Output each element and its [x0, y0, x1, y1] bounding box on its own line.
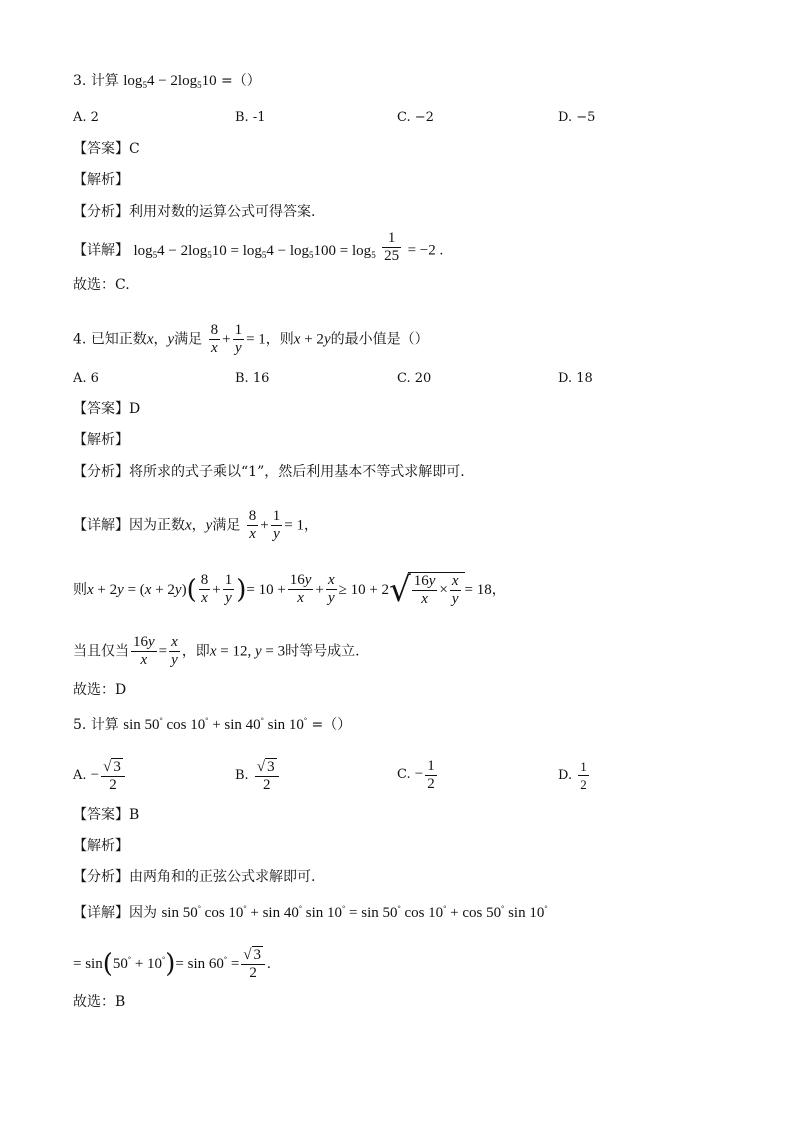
q3-option-a: A. 2: [73, 110, 99, 125]
q3-option-d: D. −5: [558, 110, 596, 125]
q5-option-d: D. $\frac{1}{2}$: [558, 759, 587, 792]
q4-number: 4.: [73, 331, 87, 348]
q3-xiangjie: 【详解】 $\log_54 - 2\log_510 = \log_54 - \log_5100 = \log_5$ $\frac{1}{25}$ = −2 .: [73, 230, 444, 264]
q4-option-a: A. 6: [73, 371, 99, 386]
q4-option-c: C. 20: [397, 371, 432, 386]
q3-fenxi: 【分析】利用对数的运算公式可得答案.: [73, 204, 316, 220]
q3-jiexi: 【解析】: [73, 172, 129, 188]
q4-jiexi: 【解析】: [73, 432, 129, 448]
q3-expression: $\log_54 - 2\log_510$: [123, 73, 217, 90]
q5-jiexi: 【解析】: [73, 838, 129, 854]
q3-answer: 【答案】C: [73, 141, 140, 157]
q4-answer: 【答案】D: [73, 401, 141, 417]
q5-option-c: C. − $\frac{1}{2}$: [397, 758, 435, 792]
q3-choose: 故选：C.: [73, 277, 130, 293]
q5-stem: 5. 计算 sin 50° cos 10° + sin 40° sin 10° =（）: [73, 716, 352, 733]
q3-option-c: C. −2: [397, 110, 434, 125]
q4-choose: 故选：D: [73, 682, 127, 698]
q4-stem: 4. 已知正数x，y满足 $\frac{8}{x}$ + $\frac{1}{y}$ = 1，则x + 2y的最小值是（）: [73, 322, 429, 356]
q3-end: =（）: [221, 73, 261, 89]
q5-option-a: A. − $\frac{√ 3}{2}$: [73, 758, 127, 794]
q4-option-b: B. 16: [235, 371, 270, 386]
q5-choose: 故选：B: [73, 994, 126, 1010]
q3-lead: 计算: [90, 73, 119, 89]
q3-stem: [73, 71, 261, 95]
q5-xiangjie: 【详解】因为 sin 50° cos 10° + sin 40° sin 10° = sin 50° cos 10° + cos 50° sin 10°: [73, 904, 548, 921]
q4-xiangjie: 【详解】因为正数x，y满足 $\frac{8}{x}$ + $\frac{1}{y}$ = 1，: [73, 508, 318, 542]
q5-answer: 【答案】B: [73, 807, 140, 823]
q4-fenxi: 【分析】将所求的式子乘以“1”，然后利用基本不等式求解即可.: [73, 464, 465, 480]
q3-option-b: B. -1: [235, 110, 266, 125]
q5-result: = sin(50° + 10°)= sin 60° = $\frac{√ 3}{2}$ .: [73, 947, 271, 981]
q4-option-d: D. 18: [558, 371, 593, 386]
q5-number: 5.: [73, 717, 87, 733]
q5-fenxi: 【分析】由两角和的正弦公式求解即可.: [73, 869, 316, 885]
q4-equality: 当且仅当 $\frac{16y}{x}$ = $\frac{x}{y}$ ，即x = 12, y = 3时等号成立.: [73, 634, 360, 668]
q3-number: 3.: [73, 73, 87, 89]
q5-option-b: B. $\frac{√ 3}{2}$: [235, 758, 281, 794]
q4-derivation: 则x + 2y = (x + 2y)( $\frac{8}{x}$ + $\frac{1}{y}$ )= 10 + $\frac{16y}{x}$ + $\frac{x}{y}$ ≥ 10 + 2√ $\frac{16y}{x}$ × $\frac{x}{y}$ = 18，: [73, 569, 506, 610]
